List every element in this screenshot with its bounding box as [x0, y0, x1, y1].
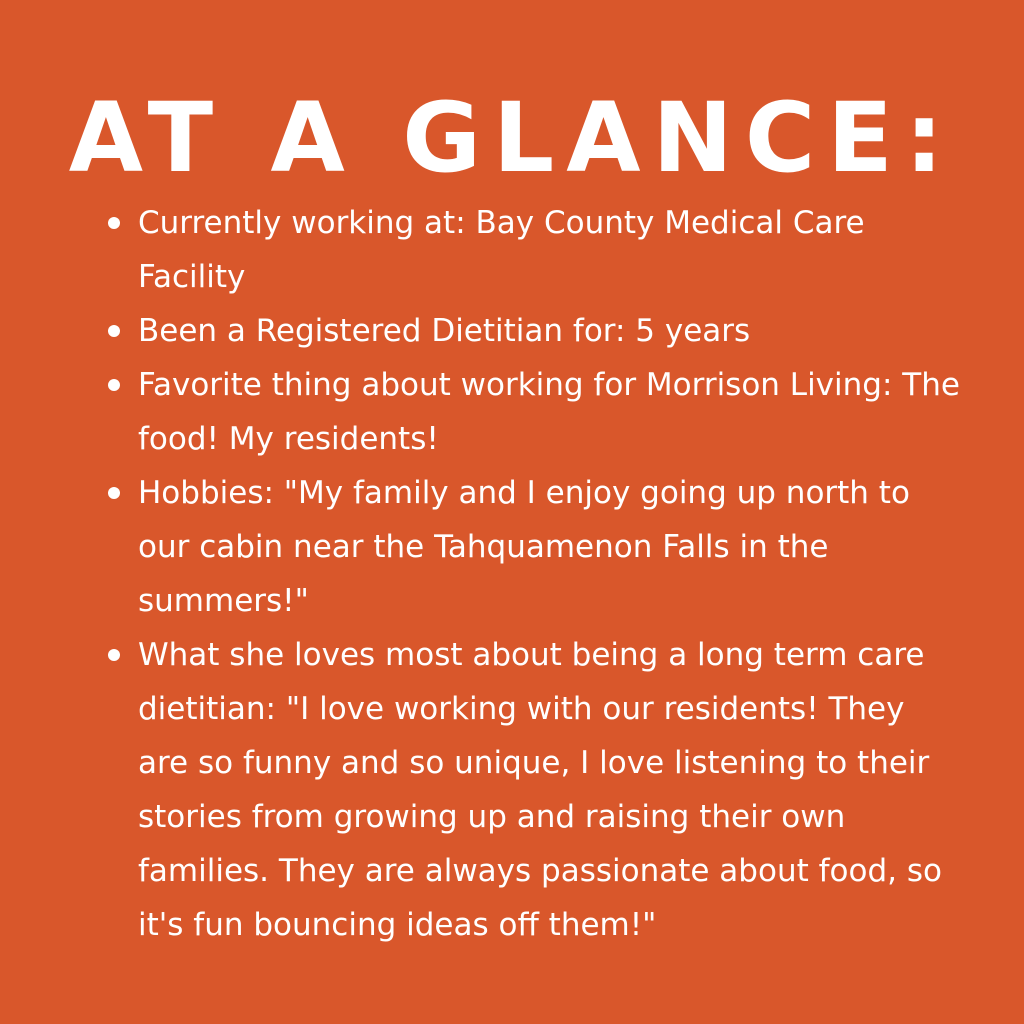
fact-text: Favorite thing about working for Morrison Living: The food! My residents! [138, 367, 960, 457]
bullet-icon [108, 217, 120, 229]
fact-years-as-dietitian [104, 304, 964, 358]
fact-loves-most [104, 628, 964, 952]
fact-text: Been a Registered Dietitian for: 5 years [138, 313, 751, 349]
fact-current-workplace [104, 196, 964, 304]
fact-text: Currently working at: Bay County Medical Care Facility [138, 205, 865, 295]
bullet-icon [108, 379, 120, 391]
bullet-icon [108, 649, 120, 661]
fact-hobbies [104, 466, 964, 628]
facts-list [104, 196, 964, 952]
page-title: AT A GLANCE: [68, 82, 956, 194]
fact-text: Hobbies: "My family and I enjoy going up north to our cabin near the Tahquamenon Falls in the summers!" [138, 475, 910, 619]
fact-text: What she loves most about being a long term care dietitian: "I love working with our residents! They are so funny and so unique, I love listening to their stories from growing up and raising their own families. They are always passionate about food, so it's fun bouncing ideas off them!" [138, 637, 942, 943]
bullet-icon [108, 487, 120, 499]
bullet-icon [108, 325, 120, 337]
fact-favorite-thing [104, 358, 964, 466]
